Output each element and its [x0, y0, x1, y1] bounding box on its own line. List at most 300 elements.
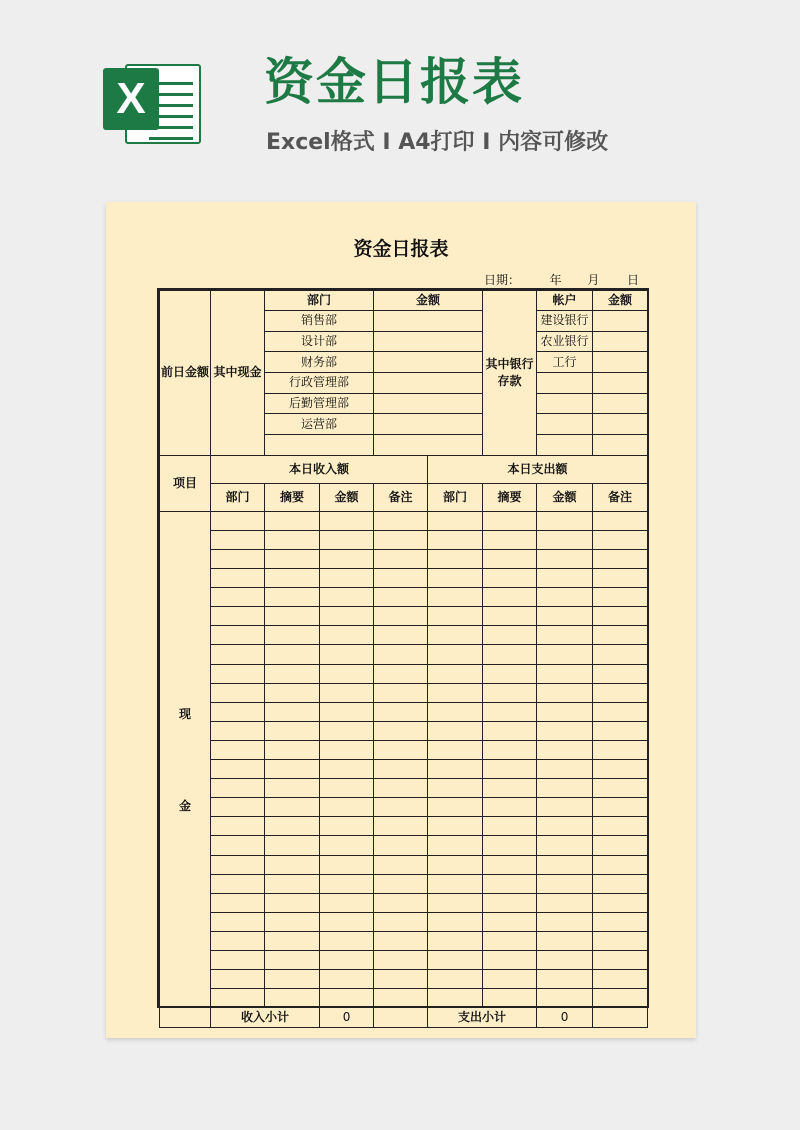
entry-cell[interactable]: [265, 798, 320, 817]
entry-cell[interactable]: [374, 511, 428, 530]
entry-cell[interactable]: [265, 550, 320, 569]
entry-cell[interactable]: [320, 740, 374, 759]
entry-cell[interactable]: [211, 664, 265, 683]
entry-cell[interactable]: [265, 855, 320, 874]
entry-row: [160, 893, 648, 912]
entry-cell[interactable]: [483, 855, 537, 874]
entry-row: [160, 950, 648, 969]
entry-cell[interactable]: [211, 530, 265, 549]
entry-cell[interactable]: [537, 912, 593, 931]
entry-cell[interactable]: [428, 989, 483, 1008]
entry-cell[interactable]: [593, 740, 648, 759]
entry-cell[interactable]: [537, 530, 593, 549]
entry-cell[interactable]: [265, 970, 320, 989]
entry-row: [160, 817, 648, 836]
cash-side-char-1: 现: [178, 706, 191, 721]
entry-cell[interactable]: [374, 683, 428, 702]
entry-cell[interactable]: [211, 855, 265, 874]
entry-cell[interactable]: [428, 588, 483, 607]
entry-cell[interactable]: [265, 931, 320, 950]
entry-cell[interactable]: [374, 664, 428, 683]
entry-cell[interactable]: [428, 893, 483, 912]
date-day-label: 日: [627, 273, 640, 287]
entry-cell[interactable]: [537, 626, 593, 645]
entry-cell[interactable]: [483, 817, 537, 836]
entry-cell[interactable]: [593, 664, 648, 683]
entry-cell[interactable]: [374, 721, 428, 740]
entry-cell[interactable]: [265, 530, 320, 549]
entry-cell[interactable]: [593, 530, 648, 549]
account-name-cell: 建设银行: [537, 311, 593, 332]
entry-cell[interactable]: [265, 760, 320, 779]
entry-cell[interactable]: [537, 511, 593, 530]
income-subtotal-value: 0: [320, 1008, 374, 1028]
entry-cell[interactable]: [320, 511, 374, 530]
entry-cell[interactable]: [537, 893, 593, 912]
entry-row: [160, 626, 648, 645]
dept-amount-cell: [374, 352, 483, 373]
entry-row: [160, 931, 648, 950]
account-name-cell: [537, 435, 593, 456]
entry-cell[interactable]: [211, 950, 265, 969]
entry-cell[interactable]: [320, 530, 374, 549]
entry-cell[interactable]: [374, 893, 428, 912]
entry-cell[interactable]: [211, 874, 265, 893]
entry-cell[interactable]: [428, 912, 483, 931]
date-year-label: 年: [549, 273, 562, 287]
entry-cell[interactable]: [265, 607, 320, 626]
entry-cell[interactable]: [428, 664, 483, 683]
entry-row: [160, 607, 648, 626]
entry-cell[interactable]: [265, 912, 320, 931]
entry-cell[interactable]: [593, 607, 648, 626]
entry-cell[interactable]: [483, 912, 537, 931]
column-header: 部门: [428, 483, 483, 511]
entry-cell[interactable]: [483, 740, 537, 759]
account-name-cell: [537, 393, 593, 414]
dept-amount-cell: [374, 414, 483, 435]
entry-cell[interactable]: [374, 607, 428, 626]
entry-cell[interactable]: [483, 798, 537, 817]
cash-report-table: [159, 290, 648, 1028]
entry-cell[interactable]: [483, 530, 537, 549]
entry-row: [160, 645, 648, 664]
entry-cell[interactable]: [211, 550, 265, 569]
entry-cell[interactable]: [428, 683, 483, 702]
entry-cell[interactable]: [265, 779, 320, 798]
dept-name-cell: 设计部: [265, 331, 374, 352]
dept-header: 部门: [265, 291, 374, 311]
entry-row: [160, 740, 648, 759]
dept-name-cell: 运营部: [265, 414, 374, 435]
entry-cell[interactable]: [265, 721, 320, 740]
entry-cell[interactable]: [211, 740, 265, 759]
entry-row: [160, 779, 648, 798]
entry-row: [160, 664, 648, 683]
entry-cell[interactable]: [593, 855, 648, 874]
entry-cell[interactable]: [593, 626, 648, 645]
entry-cell[interactable]: [428, 645, 483, 664]
entry-row: [160, 530, 648, 549]
bank-amount-header: 金额: [593, 291, 648, 311]
entry-cell[interactable]: [537, 760, 593, 779]
entry-cell[interactable]: [537, 817, 593, 836]
entry-cell[interactable]: [428, 874, 483, 893]
entry-cell[interactable]: [320, 855, 374, 874]
entry-cell[interactable]: [374, 970, 428, 989]
dept-amount-cell: [374, 311, 483, 332]
entry-cell[interactable]: [320, 912, 374, 931]
entry-cell[interactable]: [428, 931, 483, 950]
document-title: 资金日报表: [353, 238, 449, 260]
entry-cell[interactable]: [428, 607, 483, 626]
entry-cell[interactable]: [593, 817, 648, 836]
entry-cell[interactable]: [483, 950, 537, 969]
entry-cell[interactable]: [320, 836, 374, 855]
entry-cell[interactable]: [211, 817, 265, 836]
account-name-cell: 工行: [537, 352, 593, 373]
entry-cell[interactable]: [483, 931, 537, 950]
entry-cell[interactable]: [483, 874, 537, 893]
entry-cell[interactable]: [593, 779, 648, 798]
account-amount-cell: [593, 393, 648, 414]
entry-cell[interactable]: [265, 874, 320, 893]
dept-name-cell: 销售部: [265, 311, 374, 332]
excel-icon: [103, 58, 203, 148]
entry-cell[interactable]: [593, 950, 648, 969]
account-name-cell: [537, 373, 593, 394]
entry-cell[interactable]: [265, 893, 320, 912]
dept-name-cell: 财务部: [265, 352, 374, 373]
entry-cell[interactable]: [374, 817, 428, 836]
entry-row: [160, 569, 648, 588]
entry-cell[interactable]: [428, 798, 483, 817]
entry-cell[interactable]: [428, 836, 483, 855]
entry-cell[interactable]: [320, 645, 374, 664]
entry-cell[interactable]: [374, 855, 428, 874]
entry-cell[interactable]: [428, 511, 483, 530]
entry-cell[interactable]: [320, 569, 374, 588]
entry-cell[interactable]: [428, 817, 483, 836]
account-amount-cell: [593, 311, 648, 332]
entry-cell[interactable]: [593, 836, 648, 855]
entry-row: [160, 721, 648, 740]
entry-cell[interactable]: [593, 874, 648, 893]
entry-row: [160, 855, 648, 874]
entry-cell[interactable]: [211, 607, 265, 626]
column-header: 备注: [593, 483, 648, 511]
entry-cell[interactable]: [374, 569, 428, 588]
date-month-label: 月: [587, 273, 600, 287]
totals-row: [160, 1008, 648, 1028]
expense-subtotal-blank: [593, 1008, 648, 1028]
cash-side-char-2: 金: [178, 798, 191, 813]
entry-cell[interactable]: [374, 760, 428, 779]
account-amount-cell: [593, 331, 648, 352]
entry-cell[interactable]: [265, 683, 320, 702]
entry-cell[interactable]: [537, 664, 593, 683]
dept-amount-cell: [374, 393, 483, 414]
column-header: 金额: [320, 483, 374, 511]
entry-row: [160, 702, 648, 721]
entry-cell[interactable]: [320, 950, 374, 969]
opening-balance-label: 前日金额: [160, 291, 211, 456]
excel-x-badge: X: [103, 68, 159, 130]
dept-amount-cell: [374, 373, 483, 394]
column-header: 摘要: [265, 483, 320, 511]
entry-cell[interactable]: [428, 970, 483, 989]
page-header: [0, 0, 800, 200]
entry-cell[interactable]: [593, 511, 648, 530]
entry-cell[interactable]: [211, 683, 265, 702]
entry-cell[interactable]: [593, 683, 648, 702]
entry-cell[interactable]: [320, 702, 374, 721]
expense-subtotal-value: 0: [537, 1008, 593, 1028]
entry-cell[interactable]: [483, 664, 537, 683]
entry-cell[interactable]: [265, 588, 320, 607]
account-name-cell: [537, 414, 593, 435]
dept-name-cell: 行政管理部: [265, 373, 374, 394]
account-amount-cell: [593, 414, 648, 435]
entry-cell[interactable]: [593, 798, 648, 817]
entry-cell[interactable]: [374, 645, 428, 664]
date-line: [484, 271, 639, 288]
entry-cell[interactable]: [537, 970, 593, 989]
entry-cell[interactable]: [428, 569, 483, 588]
entry-cell[interactable]: [537, 721, 593, 740]
entry-cell[interactable]: [537, 779, 593, 798]
entry-cell[interactable]: [374, 798, 428, 817]
bank-deposit-label: 其中银行存款: [483, 291, 537, 456]
entry-cell[interactable]: [265, 664, 320, 683]
entry-cell[interactable]: [265, 740, 320, 759]
entry-cell[interactable]: [374, 989, 428, 1008]
expense-subtotal-label: 支出小计: [428, 1008, 537, 1028]
entry-cell[interactable]: [428, 740, 483, 759]
entry-row: [160, 798, 648, 817]
column-header: 部门: [211, 483, 265, 511]
expense-header: 本日支出额: [428, 455, 648, 483]
totals-blank: [160, 1008, 211, 1028]
entry-cell[interactable]: [483, 550, 537, 569]
account-amount-cell: [593, 435, 648, 456]
entry-cell[interactable]: [428, 721, 483, 740]
entry-cell[interactable]: [211, 989, 265, 1008]
entry-cell[interactable]: [265, 702, 320, 721]
column-header-row: [160, 483, 648, 511]
entry-cell[interactable]: [320, 874, 374, 893]
entry-row: [160, 874, 648, 893]
entry-cell[interactable]: [374, 836, 428, 855]
entry-cell[interactable]: [483, 970, 537, 989]
entry-cell[interactable]: [265, 626, 320, 645]
entry-cell[interactable]: [483, 702, 537, 721]
entry-cell[interactable]: [320, 588, 374, 607]
entry-cell[interactable]: [320, 970, 374, 989]
entry-row: [160, 588, 648, 607]
entry-cell[interactable]: [211, 893, 265, 912]
entry-cell[interactable]: [537, 874, 593, 893]
entry-row: [160, 912, 648, 931]
entry-cell[interactable]: [537, 950, 593, 969]
account-header: 帐户: [537, 291, 593, 311]
entry-cell[interactable]: [483, 989, 537, 1008]
entry-cell[interactable]: [428, 855, 483, 874]
entry-cell[interactable]: [320, 721, 374, 740]
entry-cell[interactable]: [320, 664, 374, 683]
entry-cell[interactable]: [537, 569, 593, 588]
entry-cell[interactable]: [374, 779, 428, 798]
entry-cell[interactable]: [483, 721, 537, 740]
entry-cell[interactable]: [593, 989, 648, 1008]
entry-cell[interactable]: [265, 569, 320, 588]
entry-cell[interactable]: [320, 683, 374, 702]
column-header: 摘要: [483, 483, 537, 511]
entry-cell[interactable]: [537, 702, 593, 721]
entry-cell[interactable]: [593, 569, 648, 588]
account-name-cell: 农业银行: [537, 331, 593, 352]
entry-cell[interactable]: [537, 836, 593, 855]
entry-cell[interactable]: [211, 721, 265, 740]
entry-cell[interactable]: [374, 702, 428, 721]
entry-cell[interactable]: [320, 779, 374, 798]
entry-cell[interactable]: [320, 817, 374, 836]
income-subtotal-label: 收入小计: [211, 1008, 320, 1028]
entry-row: [160, 760, 648, 779]
entry-cell[interactable]: [537, 607, 593, 626]
document-sheet: [106, 202, 696, 1038]
entry-cell[interactable]: [428, 779, 483, 798]
entry-cell[interactable]: [593, 550, 648, 569]
entry-cell[interactable]: [374, 530, 428, 549]
entry-cell[interactable]: [593, 760, 648, 779]
dept-name-cell: 后勤管理部: [265, 393, 374, 414]
entry-cell[interactable]: [374, 740, 428, 759]
entry-cell[interactable]: [537, 855, 593, 874]
entry-cell[interactable]: [537, 931, 593, 950]
entry-cell[interactable]: [593, 893, 648, 912]
table-body: [160, 291, 648, 1028]
entry-cell[interactable]: [428, 550, 483, 569]
entry-cell[interactable]: [483, 511, 537, 530]
entry-cell[interactable]: [483, 779, 537, 798]
entry-cell[interactable]: [211, 588, 265, 607]
entry-cell[interactable]: [428, 760, 483, 779]
entry-cell[interactable]: [428, 530, 483, 549]
entry-cell[interactable]: [320, 550, 374, 569]
entry-cell[interactable]: [211, 626, 265, 645]
entry-cell[interactable]: [593, 721, 648, 740]
dept-amount-cell: [374, 435, 483, 456]
entry-cell[interactable]: [211, 798, 265, 817]
entry-cell[interactable]: [211, 645, 265, 664]
entry-cell[interactable]: [374, 950, 428, 969]
entry-cell[interactable]: [593, 970, 648, 989]
entry-cell[interactable]: [211, 569, 265, 588]
entry-cell[interactable]: [483, 626, 537, 645]
entry-row: [160, 511, 648, 530]
entry-cell[interactable]: [537, 798, 593, 817]
entry-cell[interactable]: [211, 836, 265, 855]
entry-cell[interactable]: [483, 893, 537, 912]
entry-cell[interactable]: [537, 683, 593, 702]
column-header: 金额: [537, 483, 593, 511]
entry-cell[interactable]: [537, 550, 593, 569]
column-header: 备注: [374, 483, 428, 511]
entry-cell[interactable]: [593, 645, 648, 664]
items-label: 项目: [160, 455, 211, 511]
entry-cell[interactable]: [428, 950, 483, 969]
items-header-row: [160, 455, 648, 483]
entry-cell[interactable]: [211, 511, 265, 530]
entry-cell[interactable]: [483, 683, 537, 702]
entry-cell[interactable]: [374, 912, 428, 931]
entry-cell[interactable]: [265, 950, 320, 969]
entry-cell[interactable]: [265, 817, 320, 836]
entry-cell[interactable]: [211, 970, 265, 989]
entry-cell[interactable]: [211, 702, 265, 721]
cash-portion-label: 其中现金: [211, 291, 265, 456]
entry-cell[interactable]: [537, 645, 593, 664]
entry-cell[interactable]: [593, 931, 648, 950]
entry-cell[interactable]: [374, 550, 428, 569]
entry-cell[interactable]: [320, 893, 374, 912]
entry-cell[interactable]: [265, 645, 320, 664]
income-header: 本日收入额: [211, 455, 428, 483]
entry-cell[interactable]: [537, 588, 593, 607]
entry-cell[interactable]: [593, 702, 648, 721]
amount-header: 金额: [374, 291, 483, 311]
entry-cell[interactable]: [320, 760, 374, 779]
entry-cell[interactable]: [265, 989, 320, 1008]
entry-row: [160, 836, 648, 855]
entry-cell[interactable]: [537, 989, 593, 1008]
entry-cell[interactable]: [374, 588, 428, 607]
entry-cell[interactable]: [483, 836, 537, 855]
entry-cell[interactable]: [593, 912, 648, 931]
entry-cell[interactable]: [265, 511, 320, 530]
entry-cell[interactable]: [593, 588, 648, 607]
account-amount-cell: [593, 373, 648, 394]
entry-cell[interactable]: [320, 607, 374, 626]
entry-cell[interactable]: [265, 836, 320, 855]
entry-cell[interactable]: [320, 989, 374, 1008]
entry-cell[interactable]: [320, 931, 374, 950]
entry-cell[interactable]: [483, 569, 537, 588]
entry-cell[interactable]: [428, 626, 483, 645]
entry-cell[interactable]: [483, 645, 537, 664]
entry-cell[interactable]: [537, 740, 593, 759]
entry-cell[interactable]: [428, 702, 483, 721]
entry-row: [160, 683, 648, 702]
entry-cell[interactable]: [483, 588, 537, 607]
entry-cell[interactable]: [320, 626, 374, 645]
entry-cell[interactable]: [483, 607, 537, 626]
entry-cell[interactable]: [211, 931, 265, 950]
entry-cell[interactable]: [211, 760, 265, 779]
dept-name-cell: [265, 435, 374, 456]
income-subtotal-blank: [374, 1008, 428, 1028]
account-amount-cell: [593, 352, 648, 373]
entry-row: [160, 970, 648, 989]
entry-cell[interactable]: [211, 912, 265, 931]
entry-cell[interactable]: [374, 626, 428, 645]
entry-cell[interactable]: [211, 779, 265, 798]
entry-cell[interactable]: [374, 931, 428, 950]
entry-cell[interactable]: [374, 874, 428, 893]
entry-cell[interactable]: [320, 798, 374, 817]
entry-cell[interactable]: [483, 760, 537, 779]
